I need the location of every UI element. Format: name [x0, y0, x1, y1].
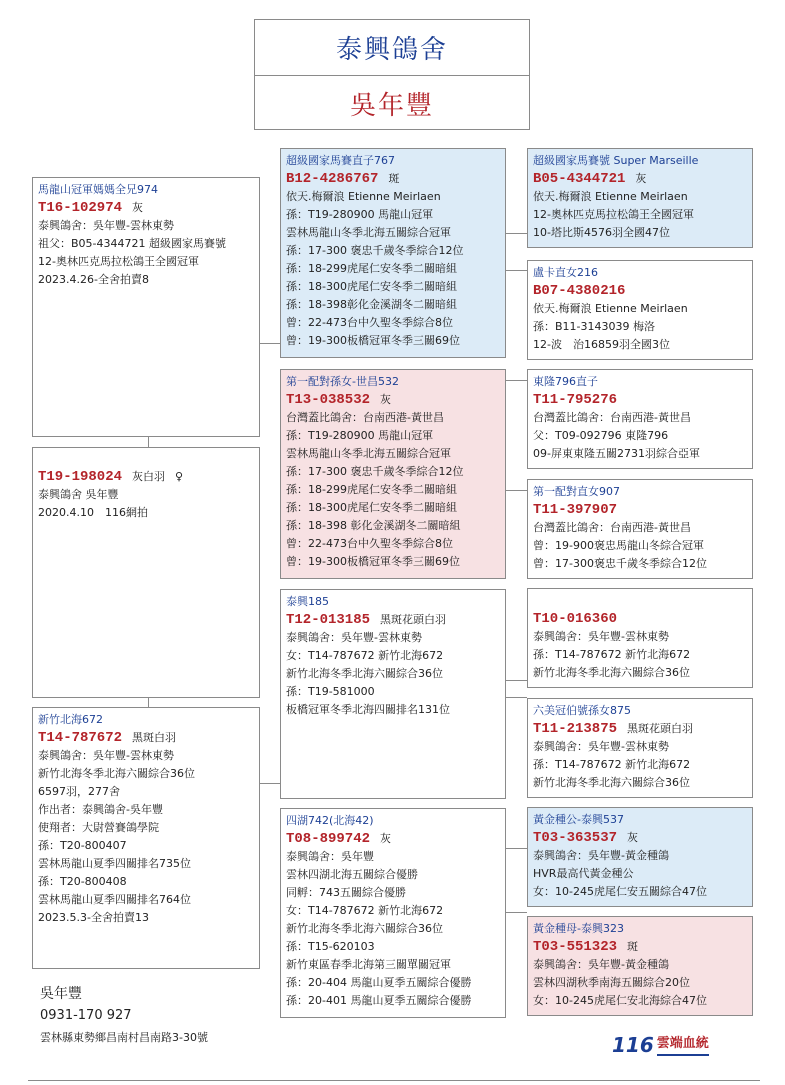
feather-color: 灰: [635, 172, 647, 185]
info-line: 新竹北海冬季北海六關綜合36位: [38, 767, 195, 780]
info-line: 女：10-245虎尾仁安五關綜合47位: [533, 885, 707, 898]
info-line: 孫：T19-581000: [286, 685, 375, 698]
info-line: 12-奧林匹克馬拉松鴿王全國冠軍: [38, 255, 199, 268]
info-line: 曾：22-473台中久聖冬季綜合8位: [286, 537, 453, 550]
feather-color: 灰: [380, 393, 392, 406]
info-line: 孫：T19-280900 馬龍山冠軍: [286, 429, 434, 442]
ring-row: [533, 282, 747, 300]
info-line: 新竹北海冬季北海六關綜合36位: [286, 667, 443, 680]
connector: [505, 233, 527, 234]
info-line: 新竹北海冬季北海六關綜合36位: [286, 922, 443, 935]
contact-address: 雲林縣東勢鄉昌南村昌南路3-30號: [40, 1031, 208, 1044]
info-line: 雲林四湖秋季南海五關綜合20位: [533, 976, 690, 989]
connector: [505, 697, 527, 698]
info-line: 作出者：泰興鴿舍-吳年豐: [38, 803, 163, 816]
card-title: 第一配對孫女-世昌532: [286, 375, 399, 388]
info-line: 雲林馬龍山夏季四關排名735位: [38, 857, 191, 870]
ring-number: T11-397907: [533, 502, 618, 518]
info-line: 新竹東區春季北海第三關單關冠軍: [286, 958, 451, 971]
info-line: 曾：19-900褒忠馬龍山冬綜合冠軍: [533, 539, 704, 552]
info-line: 依天.梅爾浪 Etienne Meirlaen: [286, 190, 441, 203]
info-line: 孫：18-300虎尾仁安冬季二關暗組: [286, 501, 457, 514]
connector: [505, 680, 527, 681]
info-line: 2020.4.10 116網拍: [38, 506, 148, 519]
info-line: 依天.梅爾浪 Etienne Meirlaen: [533, 190, 688, 203]
card-title: 六美冠伯號孫女875: [533, 704, 631, 717]
info-line: 孫：B11-3143039 梅洛: [533, 320, 655, 333]
info-line: 孫：18-398 彰化金溪湖冬二關暗組: [286, 519, 461, 532]
connector: [148, 697, 149, 707]
sex-symbol: ♀: [175, 470, 184, 483]
ring-row: [286, 170, 500, 188]
info-line: 孫：18-398彰化金溪湖冬二關暗組: [286, 298, 457, 311]
ring-number: T13-038532: [286, 392, 371, 408]
ring-number: T03-363537: [533, 830, 618, 846]
feather-color: 灰: [380, 832, 392, 845]
info-line: 泰興鴿舍：吳年豐-黃金種鴿: [533, 958, 669, 971]
info-line: 泰興鴿舍：吳年豐-雲林東勢: [38, 749, 174, 762]
info-line: 孫：20-401 馬龍山夏季五關綜合優勝: [286, 994, 472, 1007]
granddam-maternal-card: [280, 808, 506, 1018]
info-line: 2023.5.3-全舍拍賣13: [38, 911, 149, 924]
ring-row: [533, 938, 747, 956]
subject-card: [32, 447, 260, 698]
ring-number: T11-213875: [533, 721, 618, 737]
info-line: 台灣蓋比鴿舍：台南西港-黃世昌: [533, 521, 691, 534]
info-line: 孫：20-404 馬龍山夏季五關綜合優勝: [286, 976, 472, 989]
info-line: 台灣蓋比鴿舍：台南西港-黃世昌: [533, 411, 691, 424]
info-line: 孫：T19-280900 馬龍山冠軍: [286, 208, 434, 221]
info-line: 孫：17-300 褒忠千歲冬季綜合12位: [286, 465, 464, 478]
contact-phone: 0931-170 927: [40, 1008, 132, 1023]
ring-row: [533, 829, 747, 847]
feather-color: 灰: [627, 831, 639, 844]
ring-number: T03-551323: [533, 939, 618, 955]
ring-number: T16-102974: [38, 200, 123, 216]
feather-color: 灰: [132, 201, 144, 214]
ring-row: [533, 391, 747, 409]
info-line: 依天.梅爾浪 Etienne Meirlaen: [533, 302, 688, 315]
ring-row: [286, 830, 500, 848]
card-title: 第一配對直女907: [533, 485, 620, 498]
grandsire-paternal-card: [280, 148, 506, 358]
ring-number: B07-4380216: [533, 283, 626, 299]
info-line: 曾：22-473台中久聖冬季綜合8位: [286, 316, 453, 329]
header-box: [254, 19, 530, 130]
card-title: 泰興185: [286, 595, 329, 608]
info-line: 12-奧林匹克馬拉松鴿王全國冠軍: [533, 208, 694, 221]
feather-color: 斑: [388, 172, 400, 185]
card-title: 黃金種母-泰興323: [533, 922, 624, 935]
connector: [505, 490, 527, 491]
ring-row: [533, 170, 747, 188]
ring-number: B12-4286767: [286, 171, 379, 187]
info-line: 女：10-245虎尾仁安北海綜合47位: [533, 994, 707, 1007]
info-line: 泰興鴿舍：吳年豐-黃金種鴿: [533, 849, 669, 862]
gen3-card-1: [527, 148, 753, 248]
info-line: 女：T14-787672 新竹北海672: [286, 649, 444, 662]
brand-logo: [612, 1030, 709, 1056]
ring-number: T12-013185: [286, 612, 371, 628]
info-line: 父：T09-092796 東隆796: [533, 429, 669, 442]
feather-color: 黑斑白羽: [132, 731, 177, 744]
info-line: 台灣蓋比鴿舍：台南西港-黃世昌: [286, 411, 444, 424]
sire-card: [32, 177, 260, 437]
gen3-card-7: [527, 807, 753, 907]
info-line: 泰興鴿舍 吳年豐: [38, 488, 119, 501]
loft-name: 泰興鴿舍: [255, 20, 529, 76]
info-line: 同孵：743五關綜合優勝: [286, 886, 406, 899]
info-line: 泰興鴿舍：吳年豐-雲林東勢: [286, 631, 422, 644]
info-line: 女：T14-787672 新竹北海672: [286, 904, 444, 917]
card-title: 盧卡直女216: [533, 266, 598, 279]
info-line: 板橋冠軍冬季北海四關排名131位: [286, 703, 450, 716]
info-line: 雲林四湖北海五關綜合優勝: [286, 868, 418, 881]
info-line: 泰興鴿舍：吳年豐-雲林東勢: [533, 740, 669, 753]
info-line: 曾：19-300板橋冠軍冬季三關69位: [286, 555, 460, 568]
info-line: 2023.4.26-全舍拍賣8: [38, 273, 149, 286]
logo-text: 雲端血統: [657, 1034, 709, 1056]
info-line: 10-塔比斯4576羽全國47位: [533, 226, 670, 239]
connector: [505, 270, 527, 271]
gen3-card-4: [527, 479, 753, 579]
info-line: 孫：T14-787672 新竹北海672: [533, 758, 691, 771]
card-title: 黃金種公-泰興537: [533, 813, 624, 826]
ring-number: T19-198024: [38, 469, 123, 485]
ring-row: [286, 391, 500, 409]
card-title: 東隆796直子: [533, 375, 598, 388]
info-line: 曾：19-300板橋冠軍冬季三關69位: [286, 334, 460, 347]
info-line: 泰興鴿舍：吳年豐: [286, 850, 374, 863]
ring-row: [286, 611, 500, 629]
card-title: 新竹北海672: [38, 713, 103, 726]
card-title: 馬龍山冠軍媽媽全兄974: [38, 183, 158, 196]
info-line: 孫：18-300虎尾仁安冬季二關暗組: [286, 280, 457, 293]
gen3-card-8: [527, 916, 753, 1016]
info-line: 孫：17-300 褒忠千歲冬季綜合12位: [286, 244, 464, 257]
feather-color: 黑斑花頭白羽: [380, 613, 447, 626]
info-line: 新竹北海冬季北海六關綜合36位: [533, 776, 690, 789]
bottom-divider: [28, 1080, 760, 1081]
connector: [505, 380, 527, 381]
ring-number: T10-016360: [533, 611, 618, 627]
ring-number: T14-787672: [38, 730, 123, 746]
gen3-card-2: [527, 260, 753, 360]
gen3-card-6: [527, 698, 753, 798]
info-line: 新竹北海冬季北海六關綜合36位: [533, 666, 690, 679]
ring-number: T08-899742: [286, 831, 371, 847]
feather-color: 斑: [627, 940, 639, 953]
dam-card: [32, 707, 260, 969]
ring-number: B05-4344721: [533, 171, 626, 187]
info-line: 孫：T15-620103: [286, 940, 375, 953]
contact-footer: [40, 983, 208, 1049]
info-line: 祖父：B05-4344721 超級國家馬賽號: [38, 237, 226, 250]
ring-row: [38, 729, 254, 747]
connector: [505, 848, 527, 849]
ring-row: [533, 501, 747, 519]
info-line: 12-波 治16859羽全國3位: [533, 338, 670, 351]
info-line: 孫：T20-800408: [38, 875, 127, 888]
grandsire-maternal-card: [280, 589, 506, 799]
feather-color: 灰白羽: [132, 470, 166, 483]
connector: [260, 783, 280, 784]
info-line: 泰興鴿舍：吳年豐-雲林東勢: [38, 219, 174, 232]
info-line: 孫：T20-800407: [38, 839, 127, 852]
granddam-paternal-card: [280, 369, 506, 579]
info-line: 曾：17-300褒忠千歲冬季綜合12位: [533, 557, 707, 570]
ring-row: [533, 720, 747, 738]
owner-name: 吳年豐: [349, 91, 434, 121]
info-line: 使翔者：大尉營賽鴿學院: [38, 821, 159, 834]
info-line: 09-屏東東隆五關2731羽綜合亞軍: [533, 447, 700, 460]
info-line: 孫：18-299虎尾仁安冬季二關暗組: [286, 483, 457, 496]
info-line: 雲林馬龍山冬季北海五關綜合冠軍: [286, 226, 451, 239]
card-title: 超級國家馬賽號 Super Marseille: [533, 154, 699, 167]
gen3-card-5: [527, 588, 753, 688]
gen3-card-3: [527, 369, 753, 469]
connector: [505, 912, 527, 913]
card-title: 超級國家馬賽直子767: [286, 154, 395, 167]
info-line: HVR最高代黃金種公: [533, 867, 634, 880]
logo-number: 116: [612, 1033, 654, 1057]
ring-row: [38, 199, 254, 217]
info-line: 孫：18-299虎尾仁安冬季二關暗組: [286, 262, 457, 275]
info-line: 6597羽，277舍: [38, 785, 120, 798]
info-line: 泰興鴿舍：吳年豐-雲林東勢: [533, 630, 669, 643]
card-title: 四湖742(北海42): [286, 814, 374, 827]
ring-row: [38, 468, 254, 486]
info-line: 孫：T14-787672 新竹北海672: [533, 648, 691, 661]
ring-number: T11-795276: [533, 392, 618, 408]
contact-name: 吳年豐: [40, 986, 82, 1002]
connector: [260, 343, 280, 344]
info-line: 雲林馬龍山夏季四關排名764位: [38, 893, 191, 906]
info-line: 雲林馬龍山冬季北海五關綜合冠軍: [286, 447, 451, 460]
feather-color: 黑斑花頭白羽: [627, 722, 694, 735]
ring-row: [533, 610, 747, 628]
